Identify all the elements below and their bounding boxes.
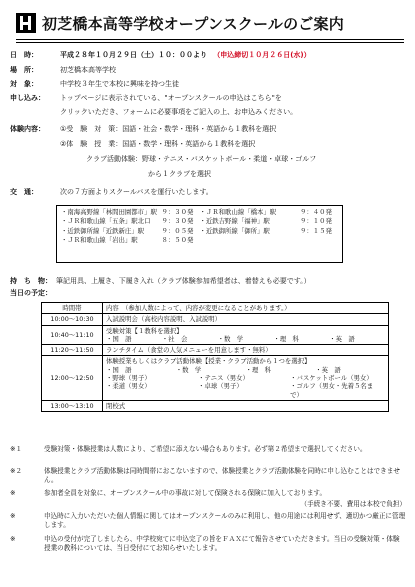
row-time: 10:00～10:30 [42, 314, 103, 325]
club-item: ・テニス（男女） [198, 374, 249, 383]
row-time: 13:00～13:10 [42, 400, 103, 411]
target-value: 中学校３年生で本校に興味を持つ生徒 [60, 80, 179, 88]
belongings-label: 持 ち 物： [10, 277, 52, 285]
note-text: （手続き不要、費用は本校で負担） [300, 500, 406, 508]
subject-item: ・理 科 [273, 334, 299, 343]
subject-list [106, 366, 385, 374]
content-3: クラブ活動体験：野球・テニス・バスケットボール・柔道・卓球・ゴルフ [86, 155, 317, 163]
note-text: 体験授業とクラブ活動体験は同時間帯におこないますので、体験授業とクラブ活動体験を同時に申し込むことはできません。 [44, 467, 400, 484]
club-item: ・野球（男子） [106, 374, 151, 383]
row-time: 11:20～11:50 [42, 345, 103, 356]
note-item [10, 489, 406, 498]
subject-item: ・数 学 [217, 334, 244, 343]
club-item: ・バスケットボール（男女） [290, 374, 373, 383]
note-text: 受験対策・体験授業は人数により、ご希望に添えない場合もあります。必ず第２希望まで選択してください。 [44, 445, 367, 453]
date-line [10, 51, 311, 60]
club-item: ・柔道（男女） [106, 382, 151, 391]
target-label: 対 象： [10, 80, 38, 88]
table-row [42, 356, 389, 400]
bus-time: ９：３０発 [161, 208, 194, 216]
bus-station: ・南海高野線「林間田園都市」駅 [61, 208, 157, 216]
bus-station: ・近鉄御所線「御所」駅 [199, 226, 270, 235]
page-title: 初芝橋本高等学校オープンスクールのご案内 [42, 14, 344, 33]
content-1: ①受 験 対 策：国語・社会・数学・理科・英語から１教科を選択 [60, 125, 277, 133]
bus-row [61, 208, 338, 217]
subject-item: ・英 語 [315, 365, 341, 374]
bus-station: ・ＪＲ和歌山線「岩出」駅 [61, 235, 138, 244]
content-2: ②体 験 授 業：国語・数学・理科・英語から１教科を選択 [60, 140, 256, 148]
bus-time: ９：４０発 [300, 208, 332, 216]
place-value: 初芝橋本高等学校 [60, 66, 116, 74]
table-row [42, 345, 389, 356]
row-content: ランチタイム（食堂の人気メニューを用意します・無料） [103, 345, 389, 356]
row-content: 閉校式 [103, 400, 389, 411]
subject-item: ・数 学 [175, 365, 202, 374]
bus-time: ８：５０発 [161, 235, 194, 244]
apply-line [10, 94, 282, 103]
table-header-row [42, 303, 389, 314]
row-content: 体験授業もしくはクラブ活動体験【授業・クラブ活動から１つを選択】 [106, 357, 311, 366]
subject-list [106, 335, 385, 343]
bus-time: ９：０５発 [161, 226, 194, 235]
bus-time: ９：１５発 [300, 226, 332, 235]
header [16, 10, 404, 36]
transport-value: 次の７方面よりスクールバスを運行いたします。 [60, 188, 213, 196]
schedule-title: 当日の予定： [10, 289, 52, 297]
bus-row [61, 217, 338, 226]
row-time: 10:40～11:10 [42, 325, 103, 345]
content-label: 体験内容： [10, 125, 45, 133]
club-list [106, 382, 385, 399]
subject-item: ・国 語 [106, 365, 132, 374]
note-item [10, 500, 406, 509]
bus-station: ・ＪＲ和歌山線「橋本」駅 [199, 208, 277, 216]
row-content-cell [103, 325, 389, 345]
note-text: 申込時に入力いただいた個人情報に関してはオープンスクールのみに利用し、他の用途には利用せず、適切かつ厳正に管理します。 [44, 512, 406, 529]
place-label: 場 所： [10, 66, 38, 74]
date-label: 日 時： [10, 51, 38, 59]
date-value: 平成２８年１０月２９日（土）１０：００より [60, 51, 207, 59]
row-content: 受験対策【１教科を選択】 [106, 326, 183, 335]
note-text: 参加者全員を対象に、オープンスクール中の事故に対して保険される保険に加入しております。 [44, 489, 327, 497]
belongings-line [10, 277, 311, 286]
place-line [10, 66, 116, 75]
bus-row [61, 227, 338, 236]
content-line-1 [10, 125, 276, 134]
note-mark: ※ [10, 489, 16, 497]
subject-item: ・社 会 [161, 334, 188, 343]
note-mark: ※１ [10, 445, 23, 453]
note-mark: ※ [10, 512, 16, 520]
bus-station: ・近鉄吉野線「福神」駅 [199, 217, 270, 226]
header-content: 内容 （参加人数によって、内容が変更になることがあります。） [103, 303, 389, 314]
apply-text-1: トップページに表示されている、"オープンスクールの申込はこちら"を [60, 94, 282, 102]
belongings-value: 筆記用具、上履き、下履き入れ（クラブ体験参加希望者は、着替えも必要です。） [56, 277, 311, 285]
note-mark: ※２ [10, 467, 23, 475]
subject-item: ・英 語 [329, 334, 355, 343]
note-item [10, 535, 406, 553]
table-row [42, 314, 389, 325]
club-item: ・ゴルフ（男女・先着５名まで） [290, 382, 374, 399]
bus-schedule-box [56, 205, 343, 263]
school-logo-icon [16, 13, 36, 33]
note-mark: ※ [10, 535, 16, 543]
transport-label: 交 通： [10, 188, 38, 196]
apply-label: 申し込み： [10, 94, 45, 102]
transport-line [10, 188, 213, 197]
note-item [10, 445, 406, 454]
bus-time: ９：１０発 [300, 217, 332, 226]
table-row [42, 325, 389, 345]
subject-item: ・国 語 [106, 334, 132, 343]
row-content-cell [103, 356, 389, 400]
note-item [10, 512, 406, 530]
content-4: から１クラブを選択 [148, 170, 211, 178]
club-item: ・卓球（男子） [198, 382, 243, 391]
header-rule-thin [16, 42, 404, 43]
bus-station: ・ＪＲ和歌山線「五条」駅北口 [61, 217, 151, 226]
table-row [42, 400, 389, 411]
deadline-text: （申込締切１０月２６日(水)） [213, 51, 311, 59]
note-item [10, 467, 406, 485]
bus-time: ９：３０発 [161, 217, 194, 226]
row-time: 12:00～12:50 [42, 356, 103, 400]
header-time: 時間帯 [42, 303, 103, 314]
bus-row [61, 236, 338, 245]
apply-text-2: クリックいただき、フォームに必要事項をご記入の上、お申込みください。 [60, 108, 298, 116]
subject-item: ・理 科 [245, 365, 272, 374]
note-text: 申込の受付が完了しましたら、中学校宛てに申込完了の旨をＦＡＸにて報告させていただきます。当日の受験対策・体験授業の教科については、当日受付にてお知らせいたします。 [44, 535, 400, 552]
bus-station: ・近鉄御所線「近鉄新庄」駅 [61, 226, 145, 235]
target-line [10, 80, 179, 89]
header-rule [16, 39, 404, 40]
row-content: 入試説明会（高校内容説明、入試説明） [103, 314, 389, 325]
schedule-table [41, 302, 389, 412]
